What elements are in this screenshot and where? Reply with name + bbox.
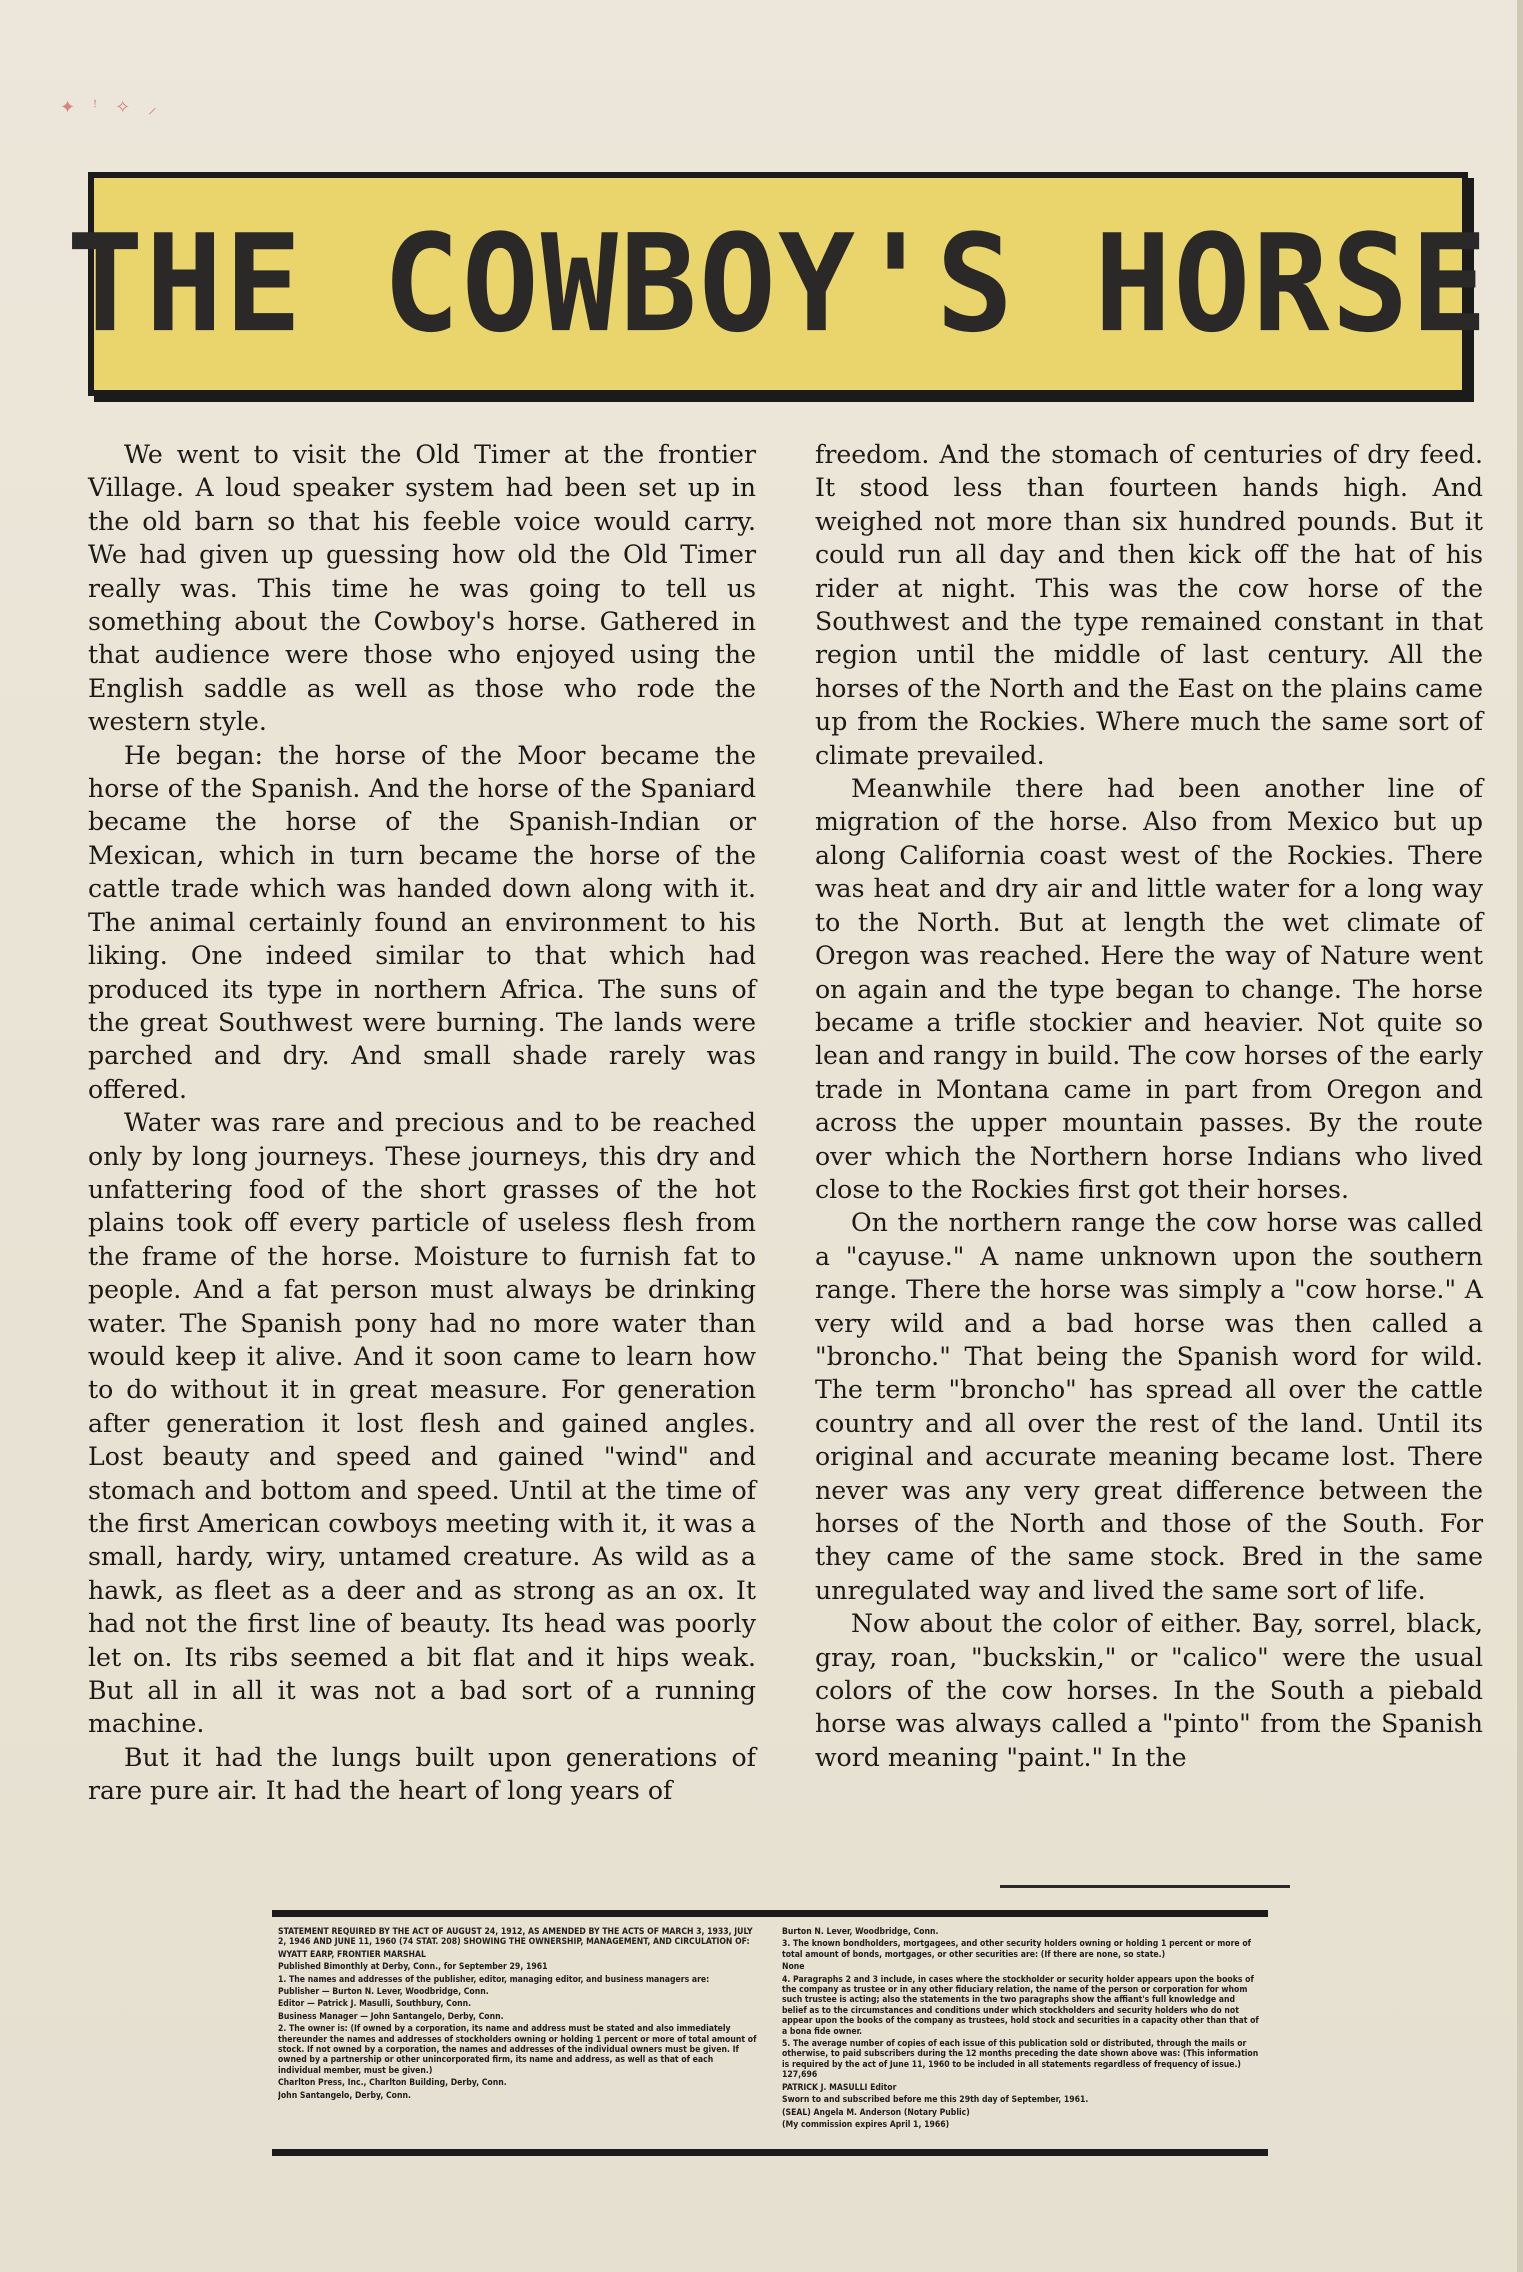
statement-line: John Santangelo, Derby, Conn. bbox=[278, 2090, 411, 2101]
statement-line: 1. The names and addresses of the publisher, editor, managing editor, and business managers are: bbox=[278, 1974, 710, 1985]
statement-line: 2. The owner is: (If owned by a corporation, its name and address must be stated and also immediately thereunder the names and addresses of stockholders owning or holding 1 percent or more of total amount of stock. If not owned by a corporation, the names and addresses of the individual owners must be given. If owned by a partnership or other unincorporated firm, its name and address, as well as that of each individual member, must be given.) bbox=[278, 2024, 757, 2076]
statement-line: Charlton Press, Inc., Charlton Building, Derby, Conn. bbox=[278, 2078, 507, 2089]
statement-line: (My commission expires April 1, 1966) bbox=[782, 2119, 950, 2130]
paragraph: But it had the lungs built upon generations of rare pure air. It had the heart of long years of bbox=[88, 1742, 756, 1806]
paragraph: freedom. And the stomach of centuries of dry feed. It stood less than fourteen hands high. And weighed not more than six hundred pounds. But it could run all day and then kick off the hat of his rider at night. This was the cow horse of the Southwest and the type remained constant in that region until the middle of last century. All the horses of the North and the East on the plains came up from the Rockies. Where much the same sort of climate prevailed. bbox=[815, 440, 1483, 770]
statement-line: STATEMENT REQUIRED BY THE ACT OF AUGUST 24, 1912, AS AMENDED BY THE ACTS OF MARCH 3, 1933, JULY 2, 1946 AND JUNE 11, 1960 (74 STAT. 208) SHOWING THE OWNERSHIP, MANAGEMENT, AND CIRCULATION OF: bbox=[278, 1927, 753, 1948]
ink-smudge: ✦ ꜝ ✧ ⸝ bbox=[60, 97, 163, 118]
paragraph: On the northern range the cow horse was called a "cayuse." A name unknown upon the southern range. There the horse was simply a "cow horse." A very wild and a bad horse was then called a "broncho." That being the Spanish word for wild. The term "broncho" has spread all over the cattle country and all over the rest of the land. Until its original and accurate meaning became lost. There never was any very great difference between the horses of the North and those of the South. For they came of the same stock. Bred in the same unregulated way and lived the same sort of life. bbox=[815, 1208, 1483, 1605]
right-column bbox=[815, 438, 1483, 1858]
article-body bbox=[88, 438, 1483, 1858]
statement-line: Publisher — Burton N. Lever, Woodbridge, Conn. bbox=[278, 1987, 489, 1998]
title-banner bbox=[66, 172, 1490, 396]
left-column bbox=[88, 438, 756, 1858]
page-title: THE COWBOY'S HORSE bbox=[66, 205, 1490, 363]
statement-line: Burton N. Lever, Woodbridge, Conn. bbox=[782, 1927, 939, 1937]
statement-right bbox=[782, 1927, 1262, 2139]
statement-line: Business Manager — John Santangelo, Derby, Conn. bbox=[278, 2011, 504, 2022]
paragraph: Meanwhile there had been another line of migration of the horse. Also from Mexico but up along California coast west of the Rockies. There was heat and dry air and little water for a long way to the North. But at length the wet climate of Oregon was reached. Here the way of Nature went on again and the type began to change. The horse became a trifle stockier and heavier. Not quite so lean and rangy in build. The cow horses of the early trade in Montana came in part from Oregon and across the upper mountain passes. By the route over which the Northern horse Indians who lived close to the Rockies first got their horses. bbox=[815, 774, 1483, 1204]
page-edge bbox=[1517, 0, 1523, 2272]
statement-line: WYATT EARP, FRONTIER MARSHAL bbox=[278, 1949, 426, 1960]
statement-line: (SEAL) Angela M. Anderson (Notary Public) bbox=[782, 2107, 970, 2118]
statement-line: Published Bimonthly at Derby, Conn., for September 29, 1961 bbox=[278, 1962, 548, 1973]
statement-line: 5. The average number of copies of each issue of this publication sold or distributed, through the mails or otherwise, to paid subscribers during the 12 months preceding the date shown above was: (This information is required by the act of June 11, 1960 to be included in all statements regardless of frequency of issue.) 127,696 bbox=[782, 2039, 1259, 2081]
statement-line: PATRICK J. MASULLI Editor bbox=[782, 2082, 897, 2093]
divider bbox=[1000, 1885, 1290, 1888]
paragraph: Water was rare and precious and to be reached only by long journeys. These journeys, this dry and unfattering food of the short grasses of the hot plains took off every particle of useless flesh from the frame of the horse. Moisture to furnish fat to people. And a fat person must always be drinking water. The Spanish pony had no more water than would keep it alive. And it soon came to learn how to do without it in great measure. For generation after generation it lost flesh and gained angles. Lost beauty and speed and gained "wind" and stomach and bottom and speed. Until at the time of the first American cowboys meeting with it, it was a small, hardy, wiry, untamed creature. As wild as a hawk, as fleet as a deer and as strong as an ox. It had not the first line of beauty. Its head was poorly let on. Its ribs seemed a bit flat and it hips weak. But all in all it was not a bad sort of a running machine. bbox=[88, 1108, 756, 1739]
statement-line: Sworn to and subscribed before me this 29th day of September, 1961. bbox=[782, 2095, 1089, 2106]
ownership-statement bbox=[272, 1910, 1268, 2156]
statement-line: Editor — Patrick J. Masulli, Southbury, Conn. bbox=[278, 1999, 472, 2010]
paragraph: We went to visit the Old Timer at the frontier Village. A loud speaker system had been set up in the old barn so that his feeble voice would carry. We had given up guessing how old the Old Timer really was. This time he was going to tell us something about the Cowboy's horse. Gathered in that audience were those who enjoyed using the English saddle as well as those who rode the western style. bbox=[88, 440, 756, 737]
paragraph: He began: the horse of the Moor became the horse of the Spanish. And the horse of the Spaniard became the horse of the Spanish-Indian or Mexican, which in turn became the horse of the cattle trade which was handed down along with it. The animal certainly found an environment to his liking. One indeed similar to that which had produced its type in northern Africa. The suns of the great Southwest were burning. The lands were parched and dry. And small shade rarely was offered. bbox=[88, 740, 756, 1104]
statement-left bbox=[278, 1927, 758, 2139]
statement-line: 3. The known bondholders, mortgagees, and other security holders owning or holding 1 percent or more of total amount of bonds, mortgages, or other securities are: (If there are none, so state.) bbox=[782, 1939, 1251, 1960]
statement-line: 4. Paragraphs 2 and 3 include, in cases where the stockholder or security holder appears upon the books of the company as trustee or in any other fiduciary relation, the name of the person or corporation for whom such trustee is acting; also the statements in the two paragraphs show the affiant's full knowledge and belief as to the circumstances and conditions under which stockholders and security holders who do not appear upon the books of the company as trustees, hold stock and securities in a capacity other than that of a bona fide owner. bbox=[782, 1974, 1259, 2037]
paragraph: Now about the color of either. Bay, sorrel, black, gray, roan, "buckskin," or "calico" were the usual colors of the cow horses. In the South a piebald horse was always called a "pinto" from the Spanish word meaning "paint." In the bbox=[815, 1609, 1483, 1772]
statement-line: None bbox=[782, 1962, 805, 1973]
